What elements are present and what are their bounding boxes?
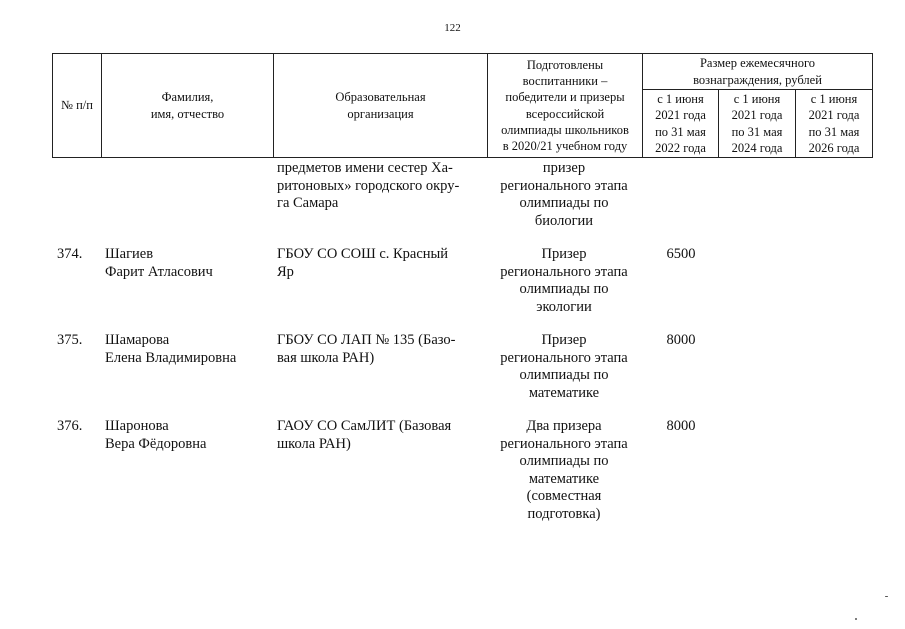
header-award: Размер ежемесячного вознаграждения, рублей (643, 54, 873, 90)
row-374-amount: 6500 (666, 246, 696, 262)
row-375-amount: 8000 (666, 332, 696, 348)
header-org: Образовательная организация (274, 54, 488, 158)
scan-speck (855, 618, 857, 620)
scan-speck (885, 596, 888, 597)
header-period-2022: с 1 июня 2021 года по 31 мая 2022 года (643, 90, 719, 158)
row-376-number: 376. (57, 418, 83, 434)
row-374-number: 374. (57, 246, 83, 262)
row-376-result: Два призера регионального этапа олимпиады по математике (совместная подготовка) (500, 418, 628, 522)
continuation-result: призер регионального этапа олимпиады по биологии (500, 160, 628, 229)
row-374-result: Призер регионального этапа олимпиады по экологии (500, 246, 628, 315)
header-name: Фамилия, имя, отчество (102, 54, 274, 158)
table-header (52, 53, 873, 158)
row-374-name: Шагиев Фарит Атласович (105, 246, 213, 280)
header-prepared: Подготовлены воспитанники – победители и призеры всероссийской олимпиады школьников в 2020/21 учебном году (488, 54, 643, 158)
row-375-org: ГБОУ СО ЛАП № 135 (Базо- вая школа РАН) (277, 332, 456, 366)
row-376-amount: 8000 (666, 418, 696, 434)
header-period-2024: с 1 июня 2021 года по 31 мая 2024 года (719, 90, 796, 158)
row-376-name: Шаронова Вера Фёдоровна (105, 418, 207, 452)
header-no: № п/п (53, 54, 102, 158)
continuation-org: предметов имени сестер Ха- ритоновых» городского окру- га Самара (277, 160, 460, 211)
page-number: 122 (444, 22, 461, 34)
row-375-result: Призер регионального этапа олимпиады по математике (500, 332, 628, 401)
row-375-name: Шамарова Елена Владимировна (105, 332, 237, 366)
row-376-org: ГАОУ СО СамЛИТ (Базовая школа РАН) (277, 418, 452, 452)
row-374-org: ГБОУ СО СОШ с. Красный Яр (277, 246, 449, 280)
header-period-2026: с 1 июня 2021 года по 31 мая 2026 года (796, 90, 873, 158)
row-375-number: 375. (57, 332, 83, 348)
